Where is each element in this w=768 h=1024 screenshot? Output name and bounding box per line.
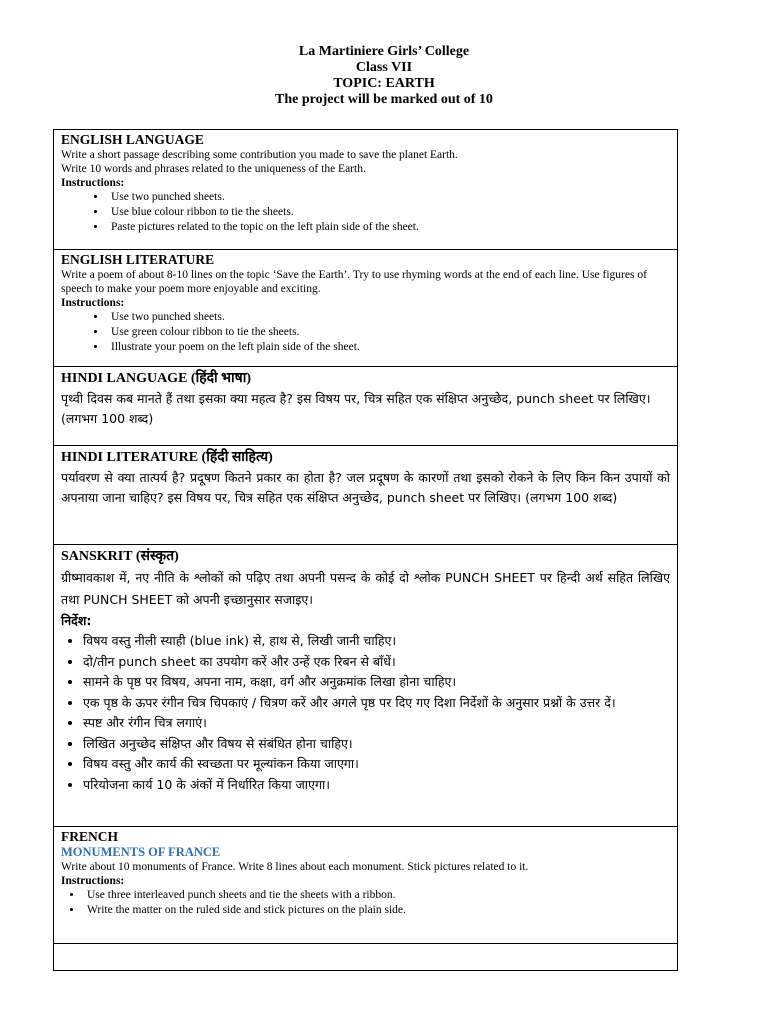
instructions-list xyxy=(61,888,670,918)
instructions-label: Instructions: xyxy=(61,297,125,309)
directions-list xyxy=(61,631,670,795)
list-item: • दो/तीन punch sheet का उपयोग करें और उन्हें एक रिबन से बाँधें। xyxy=(83,652,670,673)
instructions-label: Instructions: xyxy=(61,177,125,189)
list-item: • Use green colour ribbon to tie the sheets. xyxy=(107,325,670,340)
list-item: • लिखित अनुच्छेद संक्षिप्त और विषय से संबंधित होना चाहिए। xyxy=(83,734,670,755)
task-text: Write about 10 monuments of France. Write 8 lines about each monument. Stick pictures related to it. xyxy=(61,861,529,873)
list-item: • Illustrate your poem on the left plain side of the sheet. xyxy=(107,340,670,355)
instructions-list xyxy=(61,190,670,235)
section-hindi-language xyxy=(54,367,678,446)
list-item: • सामने के पृष्ठ पर विषय, अपना नाम, कक्षा, वर्ग और अनुक्रमांक लिखा होना चाहिए। xyxy=(83,672,670,693)
list-item: • Paste pictures related to the topic on the left plain side of the sheet. xyxy=(107,220,670,235)
list-item: • एक पृष्ठ के ऊपर रंगीन चित्र चिपकाएं / चित्रण करें और अगले पृष्ठ पर दिए गए दिशा निर्देशों के अनुसार प्रश्नों के उत्तर दें। xyxy=(83,693,670,714)
empty-row xyxy=(54,944,678,971)
section-english-literature xyxy=(54,250,678,367)
project-table xyxy=(53,129,678,971)
list-item: • Use two punched sheets. xyxy=(107,190,670,205)
school-name: La Martiniere Girls’ College xyxy=(298,44,470,59)
list-item: • परियोजना कार्य 10 के अंकों में निर्धारित किया जाएगा। xyxy=(83,775,670,796)
list-item: • स्पष्ट और रंगीन चित्र लगाएं। xyxy=(83,713,670,734)
list-item: • विषय वस्तु और कार्य की स्वच्छता पर मूल्यांकन किया जाएगा। xyxy=(83,754,670,775)
task-text: पृथ्वी दिवस कब मानते हैं तथा इसका क्या महत्व है? इस विषय पर, चित्र सहित एक संक्षिप्त अनुच्छेद, punch sheet पर लिखिए। (लगभग 100 शब्द) xyxy=(61,391,651,426)
section-title: ENGLISH LANGUAGE xyxy=(61,132,204,147)
class-name: Class VII xyxy=(355,60,413,75)
instructions-label: Instructions: xyxy=(61,875,125,887)
task-text: ग्रीष्मावकाश में, नए नीति के श्लोकों को पढ़िए तथा अपनी पसन्द के कोई दो श्लोक PUNCH SHEET पर हिन्दी अर्थ सहित लिखिए तथा PUNCH SHEET को अपनी इच्छानुसार सजाइए। xyxy=(61,570,670,607)
section-title: FRENCH xyxy=(61,829,118,844)
topic-title: TOPIC: EARTH xyxy=(333,76,435,91)
section-title: SANSKRIT (संस्कृत) xyxy=(61,549,179,564)
document-header xyxy=(0,44,768,108)
section-title: HINDI LITERATURE (हिंदी साहित्य) xyxy=(61,450,273,465)
task-text: पर्यावरण से क्या तात्पर्य है? प्रदूषण कितने प्रकार का होता है? जल प्रदूषण के कारणों तथा इसको रोकने के लिए किन किन उपायों को अपनाया जाना चाहिए? इस विषय पर, चित्र सहित एक संक्षिप्त अनुच्छेद, punch sheet पर लिखिए। (लगभग 100 शब्द) xyxy=(61,470,670,505)
directions-label: निर्देश: xyxy=(61,613,92,628)
task-text: Write a poem of about 8-10 lines on the topic ‘Save the Earth’. Try to use rhyming words at the end of each line. Use figures of speech to make your poem more enjoyable and exciting. xyxy=(61,269,647,295)
section-title: HINDI LANGUAGE (हिंदी भाषा) xyxy=(61,371,252,386)
task-line: Write 10 words and phrases related to the uniqueness of the Earth. xyxy=(61,163,366,175)
section-sanskrit xyxy=(54,545,678,827)
list-item: • विषय वस्तु नीली स्याही (blue ink) से, हाथ से, लिखी जानी चाहिए। xyxy=(83,631,670,652)
section-english-language xyxy=(54,130,678,250)
list-item: • Use three interleaved punch sheets and tie the sheets with a ribbon. xyxy=(83,888,670,903)
list-item: • Use two punched sheets. xyxy=(107,310,670,325)
task-line: Write a short passage describing some contribution you made to save the planet Earth. xyxy=(61,149,458,161)
section-french xyxy=(54,827,678,944)
section-hindi-literature xyxy=(54,446,678,545)
list-item: • Write the matter on the ruled side and stick pictures on the plain side. xyxy=(83,903,670,918)
section-title: ENGLISH LITERATURE xyxy=(61,252,215,267)
instructions-list xyxy=(61,310,670,355)
list-item: • Use blue colour ribbon to tie the sheets. xyxy=(107,205,670,220)
marks-note: The project will be marked out of 10 xyxy=(275,92,493,107)
section-subtitle: MONUMENTS OF FRANCE xyxy=(61,845,221,859)
